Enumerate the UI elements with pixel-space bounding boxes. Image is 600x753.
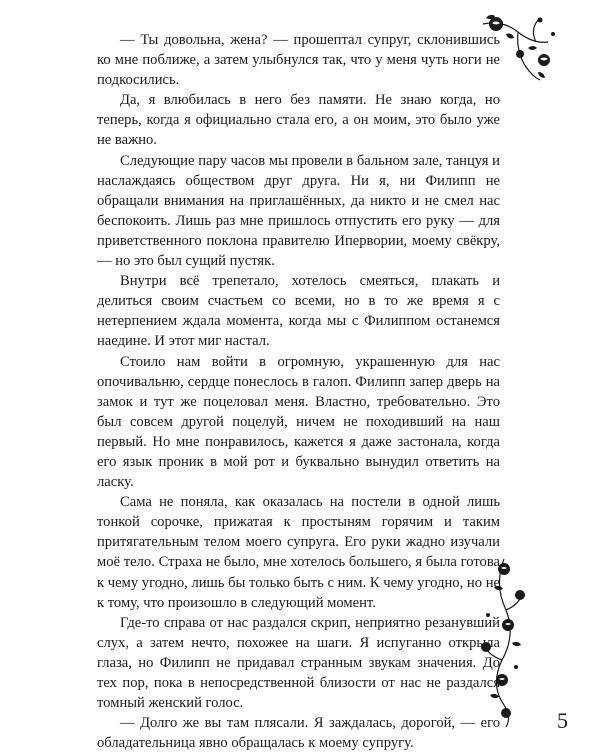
paragraph: Да, я влюбилась в него без памяти. Не знаю когда, но теперь, когда я официально стала его, а он моим, это было уже не важно. [97, 92, 500, 149]
paragraph: Следующие пару часов мы провели в бальном зале, танцуя и наслаждаясь обществом друг друга. Ни я, ни Филипп не обращали внимания на приглашённых, да никто и не смел нас беспокоить. Лишь раз мне пришлось отпустить его руку — для приветственного поклона правителю Ипервории, моему свёкру, — но это был сущий пустяк. [97, 152, 500, 270]
paragraph: Стоило нам войти в огромную, украшенную для нас опочивальню, сердце понеслось в галоп. Филипп запер дверь на замок и тут же поцеловал меня. Властно, требовательно. Это был совсем другой поцелуй, ничем не походивший на наш первый. Но мне понравилось, кажется я даже застонала, когда его язык проник в мой рот и буквально вынудил ответить на ласку. [97, 353, 500, 491]
paragraph: Внутри всё трепетало, хотелось смеяться, плакать и делиться своим счастьем со всеми, но в то же время я с нетерпением ждала момента, когда мы с Филиппом останемся наедине. И этот миг настал. [97, 273, 500, 350]
page-number: 5 [557, 708, 568, 733]
paragraph: — Долго же вы там плясали. Я заждалась, дорогой, — его обладательница явно обращалась к моему супругу. [97, 715, 500, 752]
body-text [97, 30, 500, 753]
paragraph: — Ты довольна, жена? — прошептал супруг, склонившись ко мне поближе, а затем улыбнулся так, что у меня чуть ноги не подкосились. [97, 32, 500, 89]
paragraph: Сама не поняла, как оказалась на постели в одной лишь тонкой сорочке, прижатая к простыням горячим и таким притягательным телом моего супруга. Его руки жадно изучали моё тело. Страха не было, мне хотелось большего, я была готова к чему угодно, лишь бы только быть с ним. К чему угодно, но не к тому, что произошло в следующий момент. [97, 494, 500, 611]
paragraph: Где-то справа от нас раздался скрип, неприятно резанувший слух, а затем нечто, похожее на шаги. Я испуганно открыла глаза, но Филипп не придавал странным звукам значения. До тех пор, пока в непосредственной близости от нас не раздался томный женский голос. [97, 614, 500, 712]
